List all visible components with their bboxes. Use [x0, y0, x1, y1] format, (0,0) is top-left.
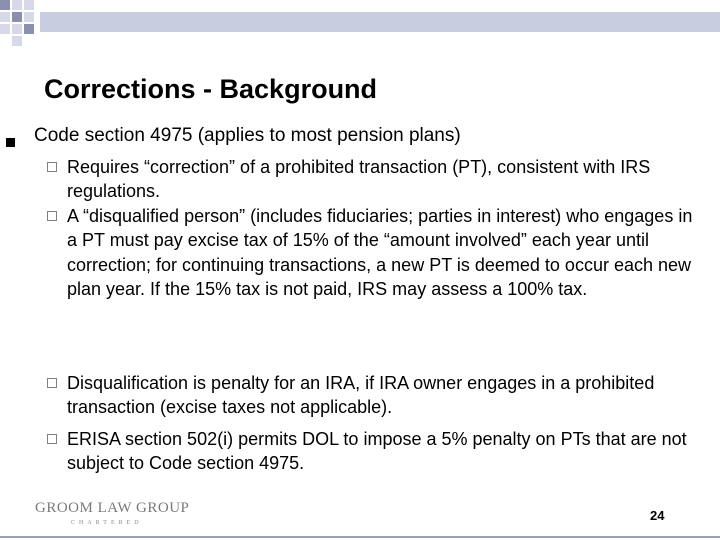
sub-bullet-item — [47, 204, 707, 302]
header-decoration — [0, 0, 720, 50]
groom-law-group-logo — [35, 496, 190, 536]
main-bullet-text: Code section 4975 (applies to most pension plans) — [34, 125, 461, 146]
slide-title: Corrections - Background — [44, 74, 378, 104]
checkbox-bullet-icon — [47, 378, 57, 388]
sub-bullet-item — [47, 371, 707, 420]
sub-bullet-text: Requires “correction” of a prohibited transaction (PT), consistent with IRS regulations. — [67, 157, 651, 202]
sub-bullet-text: ERISA section 502(i) permits DOL to impose a 5% penalty on PTs that are not subject to Code section 4975. — [67, 429, 687, 474]
sub-bullet-item — [47, 427, 707, 476]
page-number: 24 — [650, 508, 665, 523]
logo-text: GROOM LAW GROUP — [35, 500, 190, 516]
sub-bullet-text: Disqualification is penalty for an IRA, if IRA owner engages in a prohibited transaction (excise taxes not applicable). — [67, 373, 655, 418]
logo-subtext: CHARTERED — [71, 520, 143, 526]
checkbox-bullet-icon — [47, 162, 57, 172]
sub-bullet-text: A “disqualified person” (includes fiduciaries; parties in interest) who engages in a PT must pay excise tax of 15% of the “amount involved” each year until correction; for continuing transactions, a new PT is deemed to occur each new plan year. If the 15% tax is not paid, IRS may assess a 100% tax. — [67, 206, 693, 300]
checkbox-bullet-icon — [47, 211, 57, 221]
sub-bullet-item — [47, 155, 707, 204]
main-bullet-square-icon — [6, 138, 15, 147]
footer-divider — [0, 536, 720, 538]
checkbox-bullet-icon — [47, 434, 57, 444]
